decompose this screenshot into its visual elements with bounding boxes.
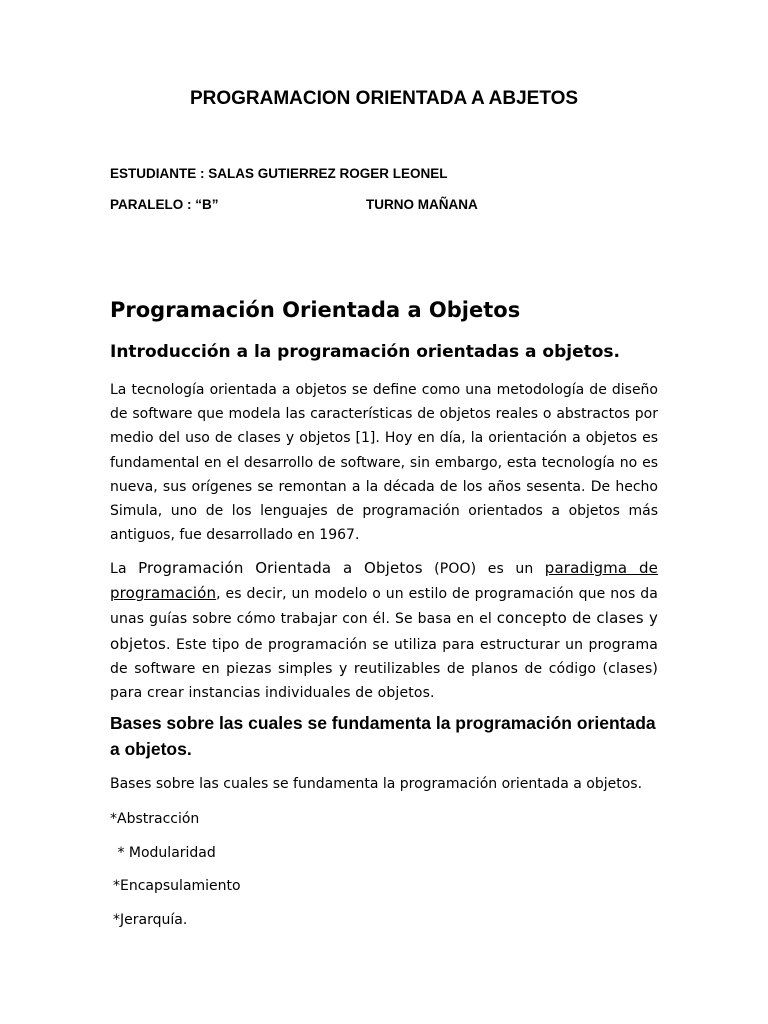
intro-paragraph: La tecnología orientada a objetos se define como una metodología de diseño de software que modela las características de objetos reales o abstractos por medio del uso de clases y objetos [1]. Hoy en día, la orientación a objetos es fundamental en el desarrollo de software, sin embargo, esta tecnología no es nueva, sus orígenes se remontan a la década de los años sesenta. De hecho Simula, uno de los lenguajes de programación orientados a objetos más antiguos, fue desarrollado en 1967.	[110, 382, 658, 544]
paradigm-link[interactable]: paradigma de programación	[110, 559, 659, 603]
intro-heading: Introducción a la programación orientadas a objetos.	[110, 342, 620, 362]
list-item: *Jerarquía.	[113, 912, 188, 928]
poo-part4: . Este tipo de programación se utiliza para estructurar un programa de software en piezas simples y reutilizables de planos de código (clases) para crear instancias individuales de objetos.	[110, 636, 658, 702]
bases-heading: Bases sobre las cuales se fundamenta la programación orientada a objetos.	[110, 713, 656, 759]
bases-text: Bases sobre las cuales se fundamenta la programación orientada a objetos.	[110, 776, 643, 792]
poo-part1: La	[110, 561, 139, 577]
poo-part2: (POO) es un	[422, 561, 545, 577]
poo-paragraph	[110, 556, 658, 705]
section-heading: Programación Orientada a Objetos	[110, 298, 521, 322]
paralelo-line: PARALELO : “B”	[110, 197, 219, 212]
list-item: * Modularidad	[113, 845, 216, 861]
student-line: ESTUDIANTE : SALAS GUTIERREZ ROGER LEONEL	[110, 166, 448, 181]
list-item: *Abstracción	[110, 811, 200, 827]
poo-term: Programación Orientada a Objetos	[138, 559, 423, 577]
list-item: *Encapsulamiento	[113, 878, 241, 894]
concept-link[interactable]: concepto de clases y objetos	[110, 609, 658, 653]
turno-line: TURNO MAÑANA	[366, 197, 478, 212]
document-title: PROGRAMACION ORIENTADA A ABJETOS	[189, 88, 579, 109]
poo-part3: , es decir, un modelo o un estilo de programación que nos da unas guías sobre cómo trabajar con él. Se basa en el	[110, 586, 658, 628]
